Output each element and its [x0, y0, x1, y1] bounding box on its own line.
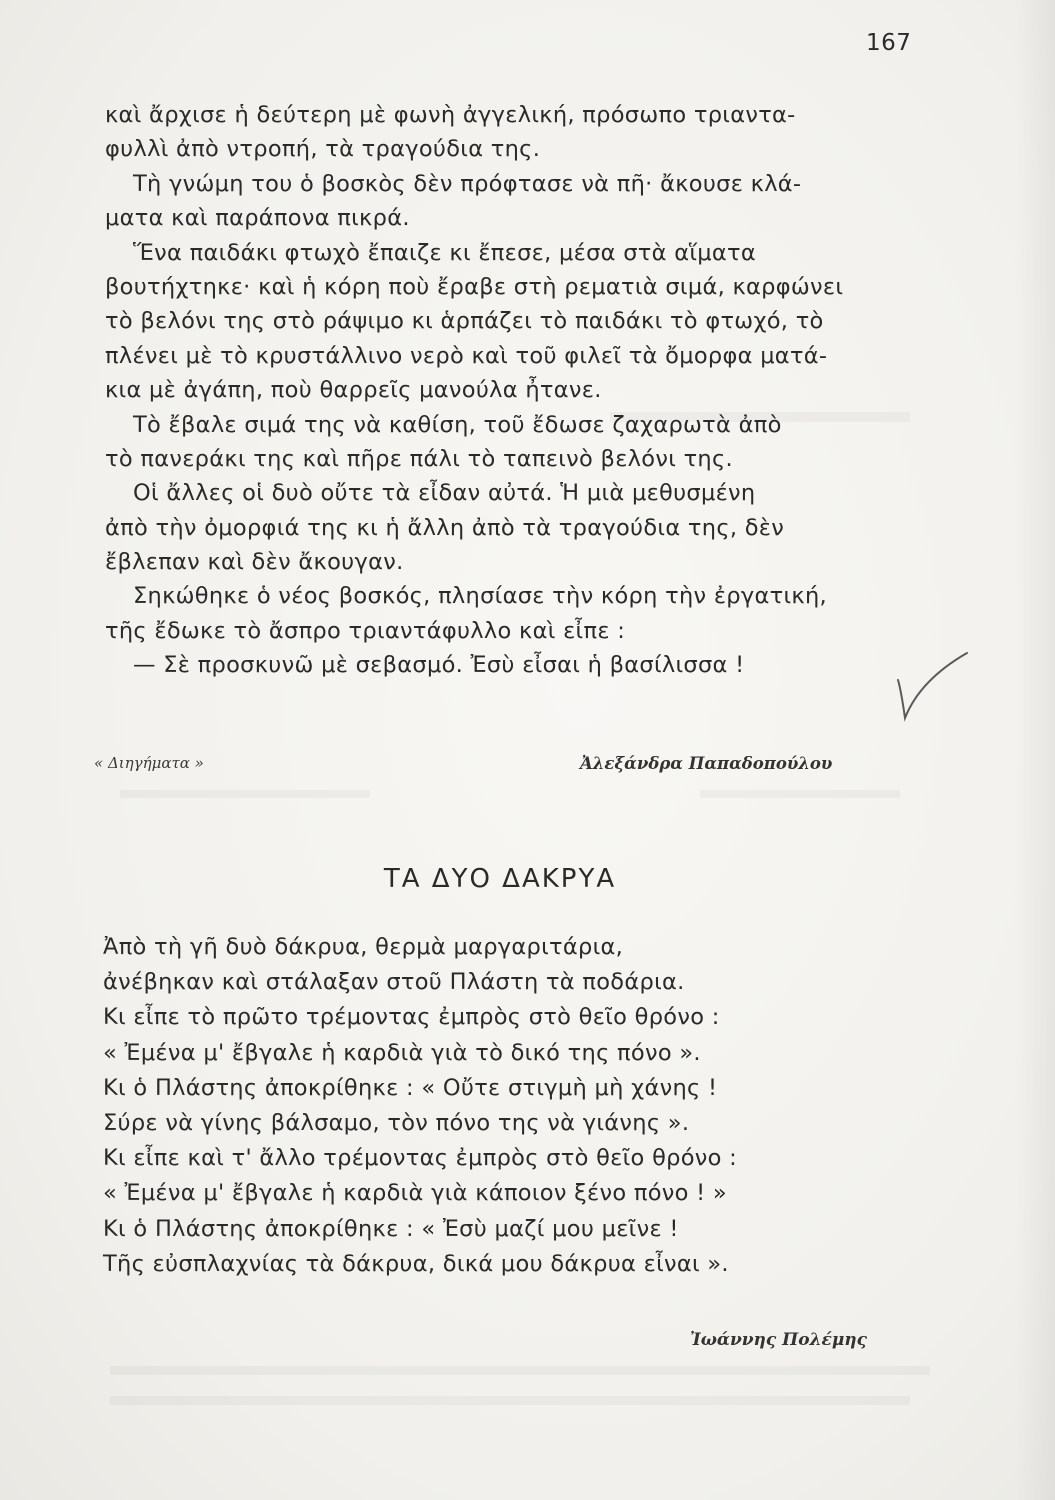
source-title: « Διηγήματα » [94, 754, 204, 772]
show-through-mark [700, 790, 900, 798]
text-line: πλένει μὲ τὸ κρυστάλλινο νερὸ καὶ τοῦ φιλεῖ τὰ ὄμορφα ματά- [105, 342, 828, 369]
poem-text [103, 930, 923, 1282]
page-edge-shadow [1015, 0, 1055, 1500]
text-line: ματα καὶ παράπονα πικρά. [105, 205, 410, 232]
poem-line: ἀνέβηκαν καὶ στάλαξαν στοῦ Πλάστη τὰ ποδάρια. [103, 969, 685, 996]
text-line: Τὸ ἔβαλε σιμά της νὰ καθίση, τοῦ ἔδωσε ζαχαρωτὰ ἀπὸ [133, 411, 782, 438]
show-through-mark [110, 1396, 910, 1405]
poem-line: Κι εἶπε καὶ τ' ἄλλο τρέμοντας ἐμπρὸς στὸ θεῖο θρόνο : [103, 1145, 738, 1172]
text-line: καὶ ἄρχισε ἡ δεύτερη μὲ φωνὴ ἀγγελική, πρόσωπο τριαντα- [105, 102, 796, 128]
text-line: ἔβλεπαν καὶ δὲν ἄκουγαν. [105, 549, 404, 576]
story-text [105, 98, 950, 683]
poem-line: Ἀπὸ τὴ γῆ δυὸ δάκρυα, θερμὰ μαργαριτάρια, [103, 934, 624, 960]
pencil-checkmark-icon [895, 650, 970, 722]
text-line: κια μὲ ἀγάπη, ποὺ θαρρεῖς μανούλα ἦτανε. [105, 377, 602, 404]
poem-title: ΤΑ ΔΥΟ ΔΑΚΡΥΑ [383, 864, 617, 894]
text-line: Σηκώθηκε ὁ νέος βοσκός, πλησίασε τὴν κόρη τὴν ἐργατική, [133, 583, 827, 610]
show-through-mark [120, 790, 370, 798]
poem-line: Τῆς εὐσπλαχνίας τὰ δάκρυα, δικά μου δάκρυα εἶναι ». [103, 1250, 729, 1277]
poem-author: Ἰωάννης Πολέμης [690, 1330, 867, 1350]
text-line: τῆς ἔδωκε τὸ ἄσπρο τριαντάφυλλο καὶ εἶπε : [105, 617, 626, 644]
text-line: Οἱ ἄλλες οἱ δυὸ οὔτε τὰ εἶδαν αὐτά. Ἡ μιὰ μεθυσμένη [133, 480, 756, 507]
poem-line: Κι ὁ Πλάστης ἀποκρίθηκε : « Οὔτε στιγμὴ μὴ χάνης ! [103, 1074, 718, 1101]
text-line: Ἕνα παιδάκι φτωχὸ ἔπαιζε κι ἔπεσε, μέσα στὰ αἵματα [133, 239, 756, 266]
story-author: Ἀλεξάνδρα Παπαδοπούλου [580, 754, 833, 773]
poem-line: Σύρε νὰ γίνης βάλσαμο, τὸν πόνο της νὰ γιάνης ». [103, 1109, 690, 1136]
dialogue-line: — Σὲ προσκυνῶ μὲ σεβασμό. Ἐσὺ εἶσαι ἡ βασίλισσα ! [133, 652, 745, 679]
text-line: τὸ βελόνι της στὸ ράψιμο κι ἁρπάζει τὸ παιδάκι τὸ φτωχό, τὸ [105, 308, 824, 335]
text-line: τὸ πανεράκι της καὶ πῆρε πάλι τὸ ταπεινὸ βελόνι της. [105, 445, 733, 472]
show-through-mark [110, 1366, 930, 1375]
text-line: ἀπὸ τὴν ὀμορφιά της κι ἡ ἄλλη ἀπὸ τὰ τραγούδια της, δὲν [105, 514, 785, 541]
text-line: Τὴ γνώμη του ὁ βοσκὸς δὲν πρόφτασε νὰ πῆ· ἄκουσε κλά- [133, 170, 802, 197]
text-line: βουτήχτηκε· καὶ ἡ κόρη ποὺ ἔραβε στὴ ρεματιὰ σιμά, καρφώνει [105, 273, 844, 300]
poem-line: Κι εἶπε τὸ πρῶτο τρέμοντας ἐμπρὸς στὸ θεῖο θρόνο : [103, 1004, 720, 1031]
text-line: φυλλὶ ἀπὸ ντροπή, τὰ τραγούδια της. [105, 136, 541, 163]
poem-line: « Ἐμένα μ' ἔβγαλε ἡ καρδιὰ γιὰ κάποιον ξένο πόνο ! » [103, 1180, 727, 1207]
page-number: 167 [866, 30, 912, 56]
poem-line: « Ἐμένα μ' ἔβγαλε ἡ καρδιὰ γιὰ τὸ δικό της πόνο ». [103, 1039, 701, 1066]
poem-line: Κι ὁ Πλάστης ἀποκρίθηκε : « Ἐσὺ μαζί μου μεῖνε ! [103, 1215, 679, 1242]
